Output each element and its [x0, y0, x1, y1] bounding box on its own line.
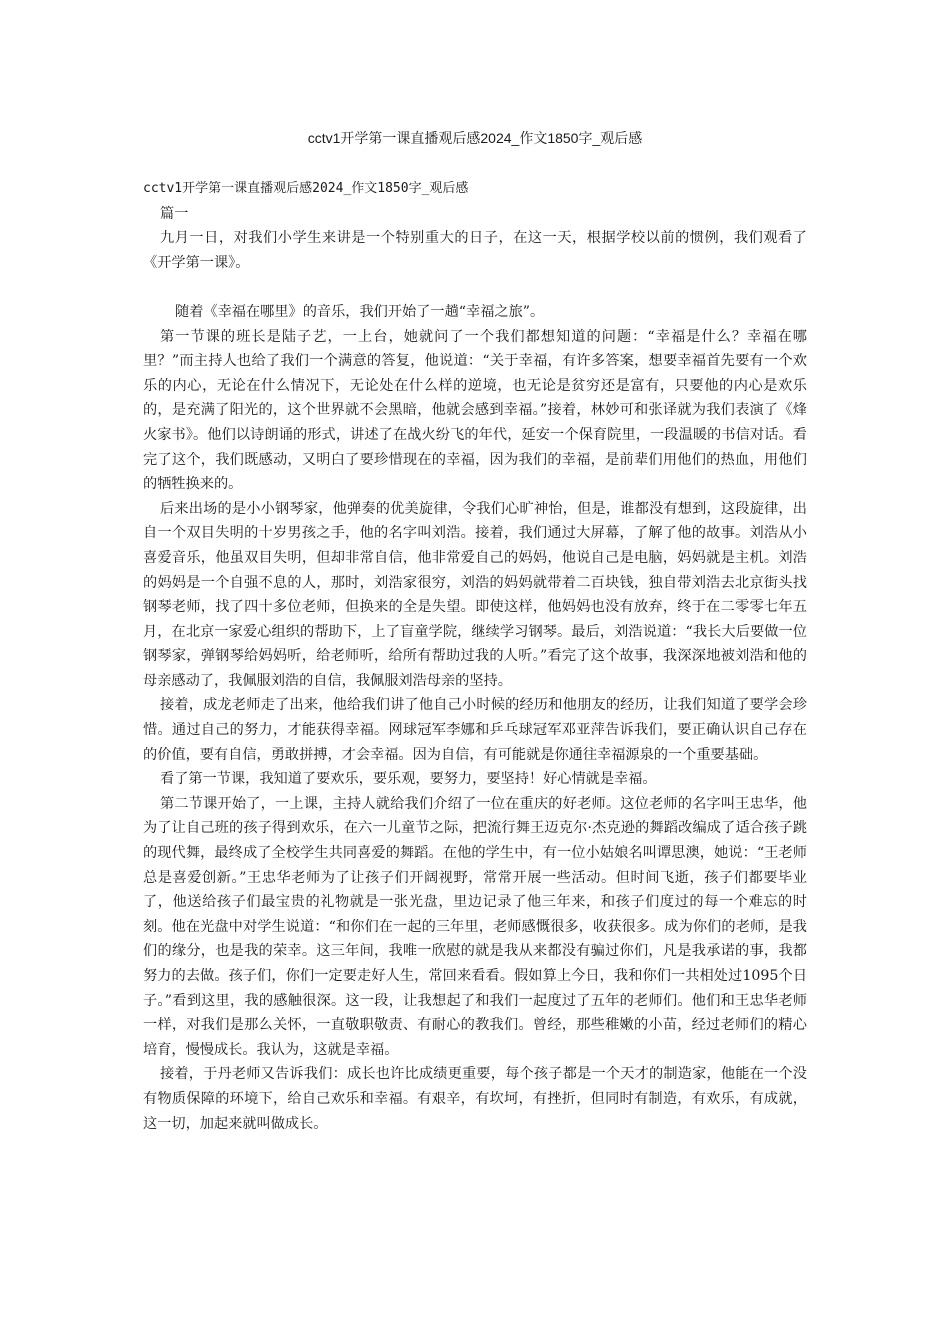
paragraph: 九月一日，对我们小学生来讲是一个特别重大的日子，在这一天，根据学校以前的惯例，我们观看了《开学第一课》。 — [143, 230, 807, 271]
paragraph: 接着，成龙老师走了出来，他给我们讲了他自己小时候的经历和他朋友的经历，让我们知道了要学会珍惜。通过自己的努力，才能获得幸福。网球冠军李娜和乒乓球冠军邓亚萍告诉我们，要正确认识自己存在的价值，要有自信，勇敢拼搏，才会幸福。因为自信，有可能就是你通往幸福源泉的一个重要基础。 — [143, 697, 807, 763]
paragraph: 看了第一节课，我知道了要欢乐，要乐观，要努力，要坚持！好心情就是幸福。 — [160, 771, 657, 788]
document-subtitle: cctv1开学第一课直播观后感2024_作文1850字_观后感 — [143, 181, 469, 196]
document-body — [143, 177, 807, 1136]
blank-line — [143, 275, 807, 300]
paragraph: 第二节课开始了，一上课，主持人就给我们介绍了一位在重庆的好老师。这位老师的名字叫王忠华，他为了让自己班的孩子得到欢乐，在六一儿童节之际，把流行舞王迈克尔·杰克逊的舞蹈改编成了适合孩子跳的现代舞，最终成了全校学生共同喜爱的舞蹈。在他的学生中，有一位小姑娘名叫谭思澳，她说：“王老师总是喜爱创新。”王忠华老师为了让孩子们开阔视野，常常开展一些活动。但时间飞逝，孩子们都要毕业了，他送给孩子们最宝贵的礼物就是一张光盘，里边记录了他三年来，和孩子们度过的每一个难忘的时刻。他在光盘中对学生说道：“和你们在一起的三年里，老师感慨很多，收获很多。成为你们的老师，是我们的缘分，也是我的荣幸。这三年间，我唯一欣慰的就是我从来都没有骗过你们，凡是我承诺的事，我都努力的去做。孩子们，你们一定要走好人生，常回来看看。假如算上今日，我和你们一共相处过1095个日子。”看到这里，我的感触很深。这一段，让我想起了和我们一起度过了五年的老师们。他们和王忠华老师一样，对我们是那么关怀，一直敬职敬责、有耐心的教我们。曾经，那些稚嫩的小苗，经过老师们的精心培育，慢慢成长。我认为，这就是幸福。 — [143, 795, 808, 1058]
paragraph: 接着，于丹老师又告诉我们：成长也许比成绩更重要，每个孩子都是一个天才的制造家，他能在一个没有物质保障的环境下，给自己欢乐和幸福。有艰辛，有坎坷，有挫折，但同时有制造，有欢乐，有成就，这一切，加起来就叫做成长。 — [143, 1066, 807, 1132]
section-label: 篇一 — [160, 205, 189, 222]
page-title: cctv1开学第一课直播观后感2024_作文1850字_观后感 — [307, 130, 643, 146]
paragraph: 第一节课的班长是陆子艺，一上台，她就问了一个我们都想知道的问题：“幸福是什么？幸福在哪里？”而主持人也给了我们一个满意的答复，他说道：“关于幸福，有许多答案，想要幸福首先要有一个欢乐的内心，无论在什么情况下，无论处在什么样的逆境，也无论是贫穷还是富有，只要他的内心是欢乐的，是充满了阳光的，这个世界就不会黑暗，他就会感到幸福。”接着，林妙可和张译就为我们表演了《烽火家书》。他们以诗朗诵的形式，讲述了在战火纷飞的年代，延安一个保育院里，一段温暖的书信对话。看完了这个，我们既感动，又明白了要珍惜现在的幸福，因为我们的幸福，是前辈们用他们的热血，用他们的牺牲换来的。 — [143, 328, 807, 493]
paragraph: 后来出场的是小小钢琴家，他弹奏的优美旋律，令我们心旷神怡，但是，谁都没有想到，这段旋律，出自一个双目失明的十岁男孩之手，他的名字叫刘浩。接着，我们通过大屏幕，了解了他的故事。刘浩从小喜爱音乐，他虽双目失明，但却非常自信，他非常爱自己的妈妈，他说自己是电脑，妈妈就是主机。刘浩的妈妈是一个自强不息的人，那时，刘浩家很穷，刘浩的妈妈就带着二百块钱，独自带刘浩去北京街头找钢琴老师，找了四十多位老师，但换来的全是失望。即使这样，他妈妈也没有放弃，终于在二零零七年五月，在北京一家爱心组织的帮助下，上了盲童学院，继续学习钢琴。最后，刘浩说道：“我长大后要做一位钢琴家，弹钢琴给妈妈听，给老师听，给所有帮助过我的人听。”看完了这个故事，我深深地被刘浩和他的母亲感动了，我佩服刘浩的自信，我佩服刘浩母亲的坚持。 — [143, 500, 807, 689]
paragraph: 随着《幸福在哪里》的音乐，我们开始了一趟“幸福之旅”。 — [175, 303, 545, 320]
